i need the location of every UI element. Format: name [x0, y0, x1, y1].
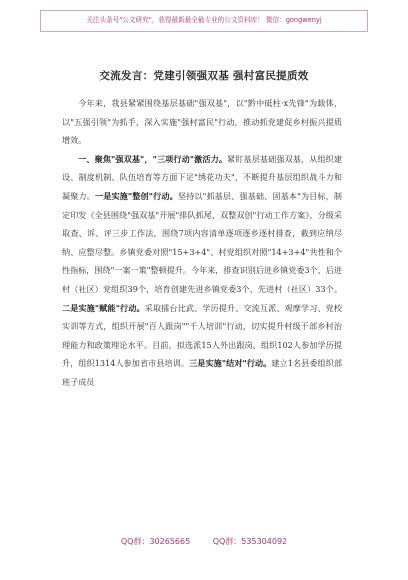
- subtext-2: 采取擂台比武、学历提升、交流互派、观摩学习、党校实训等方式，组织开展"百人跟岗""千人培训"行动，切实提升村级干部乡村治理能力和政策理论水平。目前，拟选派15人外出跟岗，组织102人参加学历提升，组织1314人参加省市县培训。: [62, 302, 342, 369]
- subheading-3: 三是实施"结对"行动。: [189, 358, 272, 369]
- section-heading: 一、聚焦"强双基"，"三项行动"激活力。: [78, 153, 228, 164]
- subtext-1: 坚持以"抓基层、强基础、固基本"为目标，制定印发《全县围绕"强双基"开展"排队抓尾、双整双创"行动工作方案》，分级采取查、诉、评三步工作法，围绕7项内容清单逐项逐乡逐村排查，截到应纳尽纳、应整尽整。乡镇党委对照"15+3+4"、村党组织对照"14+3+4"共性和个性指标，围绕"一案一策"整顿提升。今年来，排查识别后进乡镇党委3个、后进村（社区）党组织39个，培育创建先进乡镇党委3个、先进村（社区）33个。: [62, 190, 342, 294]
- paragraph-section-1: [62, 150, 342, 392]
- section-text: 紧盯基层基础强双基，从组织建设、制度机制、队伍培育等方面下足"绣花功夫"，不断提升基层组织战斗力和凝聚力。: [62, 153, 342, 201]
- footer-contact: [0, 536, 408, 547]
- qq-group-1: QQ群：30265665: [120, 537, 191, 546]
- header-banner: 关注头条号"公文研究"，获得最新最全最专业的公文资料库！ 微信：gongwenyj: [40, 10, 368, 32]
- paragraph-intro: 今年来，我县紧紧围绕基层基础"强双基"，以"黔中砥柱·x先锋"为载体，以"五强引领"为抓手，深入实施"强村富民"行动，推动抓党建促乡村振兴提质增效。: [62, 98, 342, 146]
- subtext-3: 建立1名县委组织部班子成员: [62, 358, 342, 387]
- document-body: [62, 94, 342, 392]
- document-title: 交流发言：党建引领强双基 强村富民提质效: [99, 70, 309, 82]
- subheading-1: 一是实施"整创"行动。: [94, 190, 178, 201]
- subheading-2: 二是实施"赋能"行动。: [62, 302, 145, 313]
- qq-group-2: QQ群：535304092: [212, 537, 288, 546]
